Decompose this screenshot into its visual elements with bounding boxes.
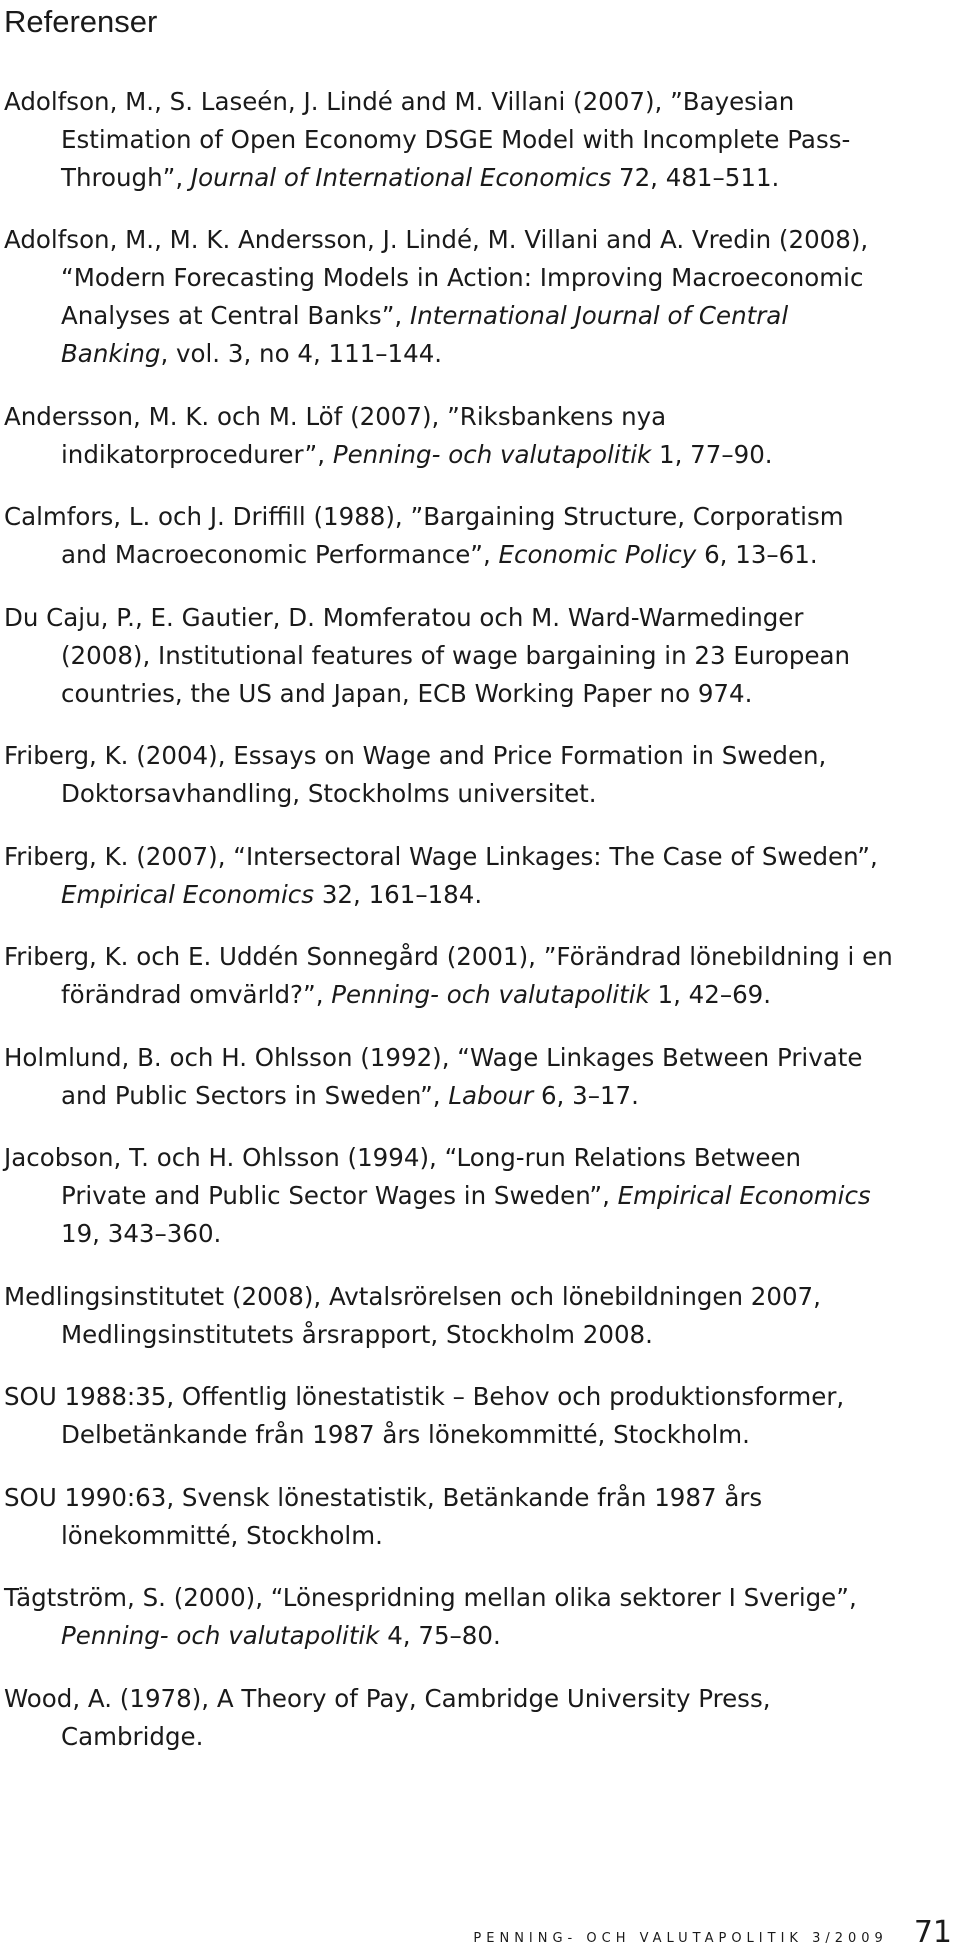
reference-item xyxy=(4,498,894,574)
reference-text: Du Caju, P., E. Gautier, D. Momferatou och M. Ward-Warmedinger (2008), Institutional features of wage bargaining in 23 European countries, the US and Japan, ECB Working Paper no 974. xyxy=(4,602,851,708)
reference-text: SOU 1988:35, Offentlig lönestatistik – Behov och produktionsformer, Delbetänkande från 1987 års lönekommitté, Stockholm. xyxy=(4,1382,845,1449)
reference-text: Jacobson, T. och H. Ohlsson (1994), “Long-run Relations Between Private and Public Sector Wages in Sweden”, xyxy=(4,1143,802,1210)
reference-details: 19, 343–360. xyxy=(61,1219,222,1248)
reference-source: International Journal of Central Banking xyxy=(61,301,789,368)
reference-text: Adolfson, M., S. Laseén, J. Lindé and M. Villani (2007), ”Bayesian Estimation of Open Economy DSGE Model with Incomplete Pass-Through”, xyxy=(4,86,851,192)
reference-details: 1, 42–69. xyxy=(649,980,772,1009)
reference-item xyxy=(4,398,894,474)
reference-text: Wood, A. (1978), A Theory of Pay, Cambridge University Press, Cambridge. xyxy=(4,1683,771,1751)
reference-item xyxy=(4,1378,894,1454)
reference-item xyxy=(4,737,894,813)
reference-item xyxy=(4,1039,894,1115)
reference-source: Economic Policy xyxy=(498,540,697,569)
reference-item xyxy=(4,1680,894,1756)
reference-source: Penning- och valutapolitik xyxy=(332,439,652,469)
reference-text: Tägtström, S. (2000), “Lönespridning mellan olika sektorer I Sverige”, xyxy=(4,1583,857,1612)
reference-text: SOU 1990:63, Svensk lönestatistik, Betänkande från 1987 års lönekommitté, Stockholm. xyxy=(4,1482,763,1550)
reference-item xyxy=(4,599,894,713)
reference-details: 6, 13–61. xyxy=(696,540,818,569)
reference-item xyxy=(4,838,894,914)
reference-list xyxy=(4,58,894,1768)
reference-source: Empirical Economics xyxy=(61,879,315,909)
page-title: Referenser xyxy=(4,4,158,39)
reference-text: Holmlund, B. och H. Ohlsson (1992), “Wage Linkages Between Private and Public Sectors in Sweden”, xyxy=(4,1042,863,1110)
reference-details: 72, 481–511. xyxy=(611,162,780,192)
page-footer xyxy=(473,1915,952,1950)
reference-text: Calmfors, L. och J. Driffill (1988), ”Bargaining Structure, Corporatism and Macroeconomic Performance”, xyxy=(4,502,844,569)
reference-text: Adolfson, M., M. K. Andersson, J. Lindé, M. Villani and A. Vredin (2008), “Modern Forecasting Models in Action: Improving Macroeconomic Analyses at Central Banks”, xyxy=(4,225,869,330)
reference-text: Friberg, K. (2004), Essays on Wage and Price Formation in Sweden, Doktorsavhandling, Stockholms universitet. xyxy=(4,741,827,808)
reference-item xyxy=(4,83,894,197)
reference-source: Labour xyxy=(448,1080,534,1110)
reference-item xyxy=(4,1139,894,1253)
reference-source: Empirical Economics xyxy=(617,1181,871,1210)
reference-details: 4, 75–80. xyxy=(379,1621,501,1650)
reference-item xyxy=(4,1579,894,1655)
reference-item xyxy=(4,221,894,373)
journal-name: PENNING- OCH VALUTAPOLITIK 3/2009 xyxy=(473,1931,888,1946)
reference-details: , vol. 3, no 4, 111–144. xyxy=(160,339,443,368)
reference-details: 32, 161–184. xyxy=(314,879,483,909)
reference-item xyxy=(4,1278,894,1354)
reference-details: 1, 77–90. xyxy=(651,439,773,469)
reference-text: Medlingsinstitutet (2008), Avtalsrörelsen och lönebildningen 2007, Medlingsinstitutets årsrapport, Stockholm 2008. xyxy=(4,1281,821,1349)
reference-details: 6, 3–17. xyxy=(533,1080,639,1110)
reference-text: Andersson, M. K. och M. Löf (2007), ”Riksbankens nya indikatorprocedurer”, xyxy=(4,401,667,469)
page-number: 71 xyxy=(913,1915,952,1950)
reference-source: Penning- och valutapolitik xyxy=(61,1621,380,1650)
reference-item xyxy=(4,938,894,1014)
reference-text: Friberg, K. och E. Uddén Sonnegård (2001), ”Förändrad lönebildning i en förändrad omvärld?”, xyxy=(4,942,893,1009)
reference-source: Journal of International Economics xyxy=(190,162,612,192)
reference-source: Penning- och valutapolitik xyxy=(331,980,650,1009)
reference-text: Friberg, K. (2007), “Intersectoral Wage Linkages: The Case of Sweden”, xyxy=(4,841,878,871)
reference-item xyxy=(4,1479,894,1555)
